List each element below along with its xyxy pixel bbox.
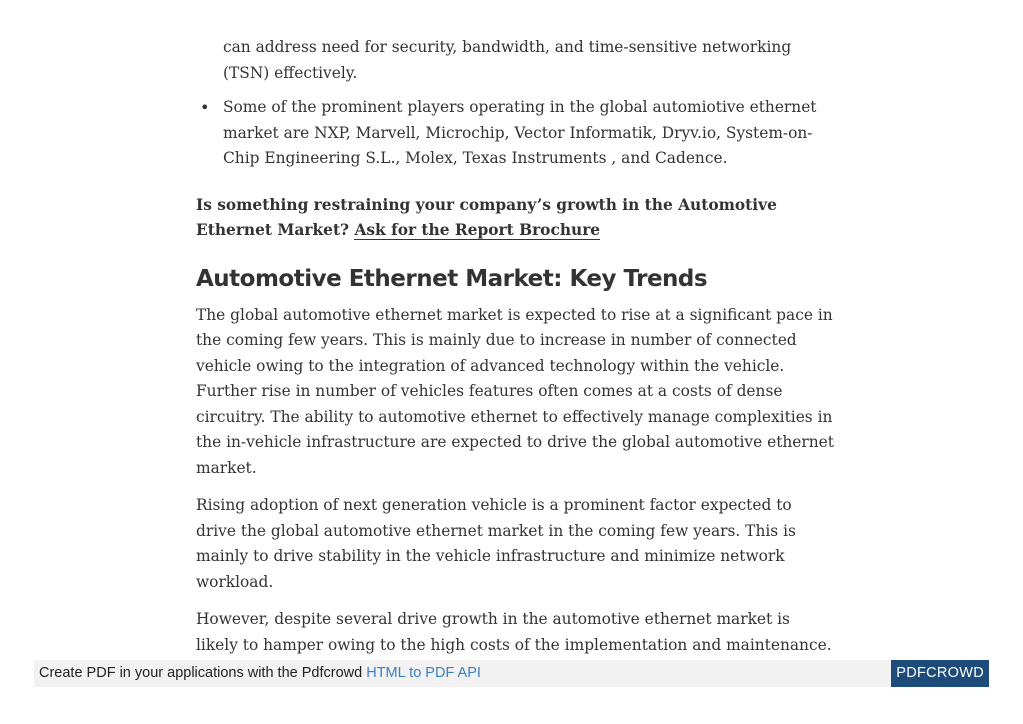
paragraph: However, despite several drive growth in the automotive ethernet market is likely to hamper owing to the high costs of the implementation and maintenance. <box>196 610 832 654</box>
footer-text <box>39 665 481 681</box>
paragraph: Rising adoption of next generation vehicle is a prominent factor expected to drive the global automotive ethernet market in the coming few years. This is mainly to drive stability in the vehicle infrastructure and minimize network workload. <box>196 496 796 591</box>
list-item <box>196 0 836 86</box>
pdfcrowd-footer <box>34 660 989 687</box>
cta-question: Is something restraining your company’s growth in the Automotive Ethernet Market? <box>196 195 777 239</box>
report-cta <box>196 193 836 244</box>
list-item <box>196 95 836 172</box>
bullet-list <box>196 0 836 172</box>
article-content <box>196 0 836 670</box>
section-heading: Automotive Ethernet Market: Key Trends <box>196 265 708 292</box>
pdfcrowd-brand-button[interactable]: PDFCROWD <box>891 660 989 687</box>
report-brochure-link[interactable]: Ask for the Report Brochure <box>354 221 601 239</box>
html-to-pdf-link[interactable]: HTML to PDF API <box>366 665 481 681</box>
footer-label: Create PDF in your applications with the Pdfcrowd <box>39 665 363 681</box>
bullet-text: can address need for security, bandwidth, and time-sensitive networking (TSN) effectively. <box>223 38 792 82</box>
paragraph: The global automotive ethernet market is expected to rise at a significant pace in the coming few years. This is mainly due to increase in number of connected vehicle owing to the integration of advanced technology within the vehicle. Further rise in number of vehicles features often comes at a costs of dense circuitry. The ability to automotive ethernet to effectively manage complexities in the in-vehicle infrastructure are expected to drive the global automotive ethernet market. <box>196 305 834 477</box>
bullet-icon: • <box>200 98 210 117</box>
bullet-text: Some of the prominent players operating in the global automiotive ethernet market are NXP, Marvell, Microchip, Vector Informatik, Dryv.io, System-on-Chip Engineering S.L., Molex, Texas Instruments , and Cadence. <box>223 98 817 167</box>
